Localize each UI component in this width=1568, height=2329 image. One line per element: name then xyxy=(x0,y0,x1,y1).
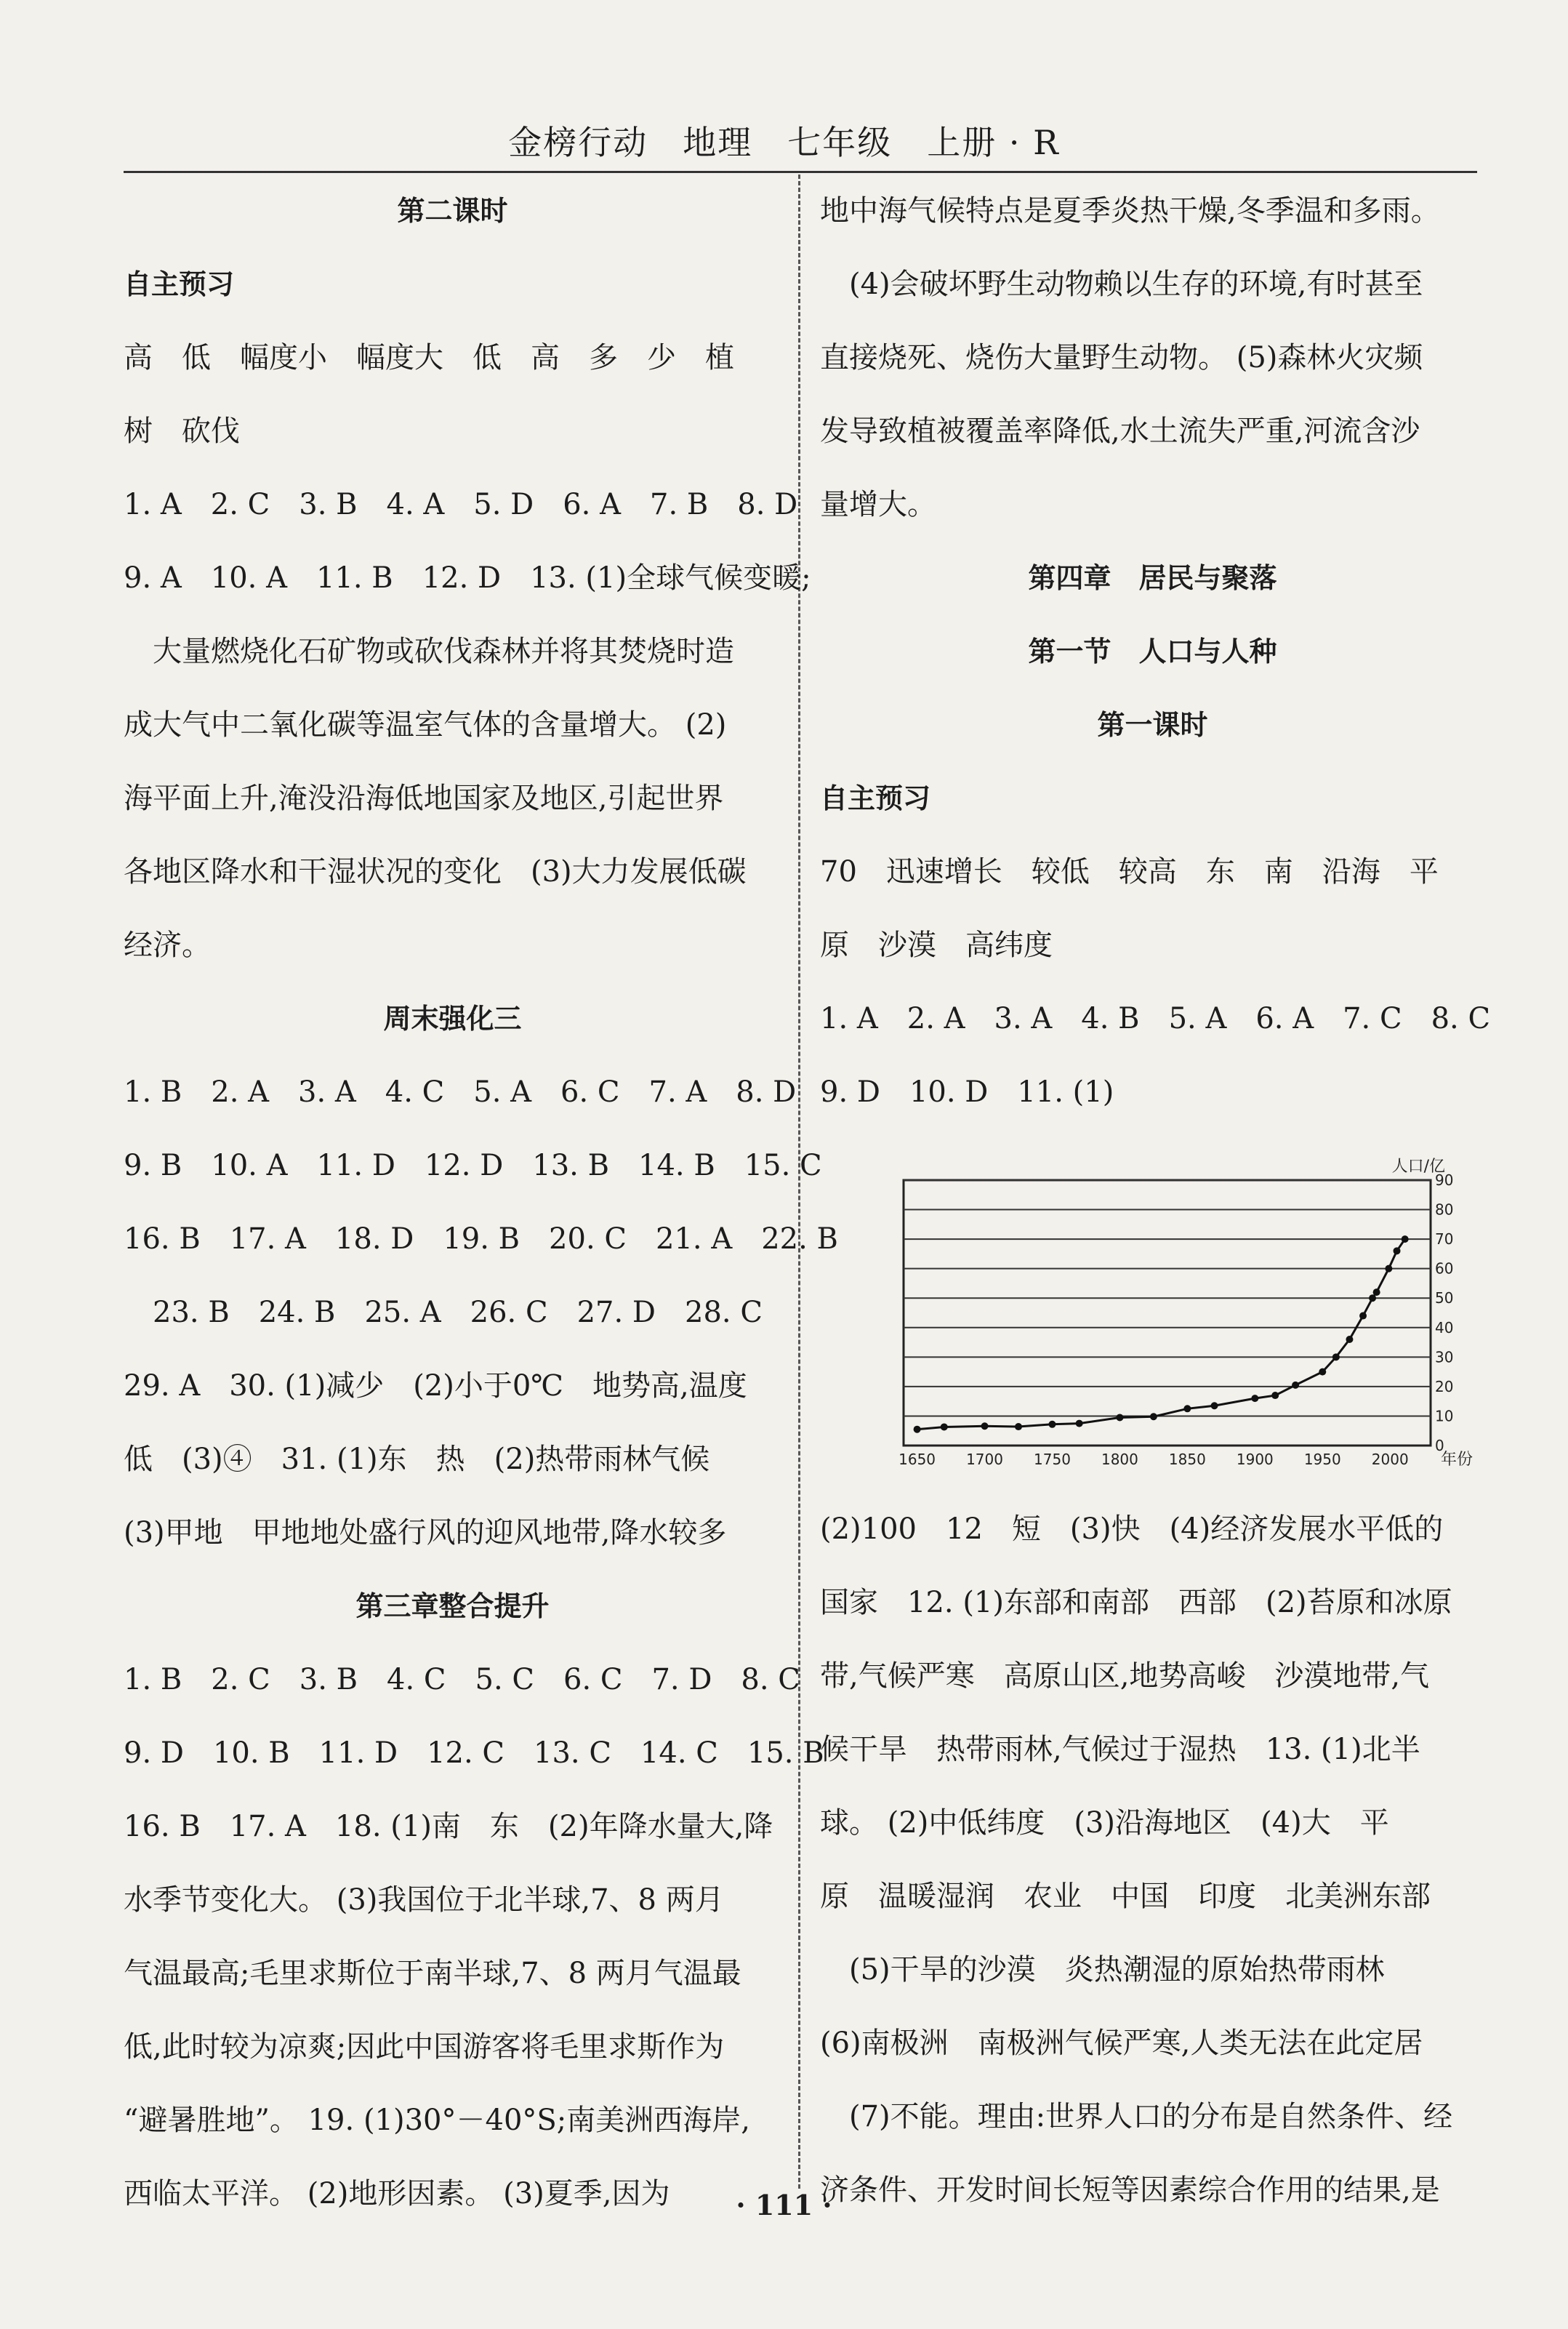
y-tick-label: 10 xyxy=(1435,1407,1454,1425)
y-tick-label: 50 xyxy=(1435,1289,1454,1307)
y-tick-label: 70 xyxy=(1435,1230,1454,1248)
text-line: 原 温暖湿润 农业 中国 印度 北美洲东部 xyxy=(820,1880,1431,1913)
running-header: 金榜行动 地理 七年级 上册 · R xyxy=(508,123,1060,162)
text-line: 1. B 2. C 3. B 4. C 5. C 6. C 7. D 8. C xyxy=(124,1663,800,1696)
text-line: 带,气候严寒 高原山区,地势高峻 沙漠地带,气 xyxy=(820,1659,1430,1693)
text-line: 树 砍伐 xyxy=(124,414,240,448)
text-line: 原 沙漠 高纬度 xyxy=(820,929,1053,962)
data-point xyxy=(1373,1288,1380,1296)
data-point xyxy=(941,1423,948,1430)
text-line: 成大气中二氧化碳等温室气体的含量增大。 (2) xyxy=(124,708,727,742)
y-tick-label: 20 xyxy=(1435,1377,1454,1395)
data-point xyxy=(1076,1420,1083,1427)
text-line: 第三章整合提升 xyxy=(355,1590,550,1622)
right-column-upper xyxy=(820,175,1491,1129)
text-line: (3)甲地 甲地地处盛行风的迎风地带,降水较多 xyxy=(124,1516,727,1550)
text-line: 自主预习 xyxy=(124,268,235,300)
text-line: 1. A 2. C 3. B 4. A 5. D 6. A 7. B 8. D xyxy=(124,488,798,521)
text-line: 低,此时较为凉爽;因此中国游客将毛里求斯作为 xyxy=(124,2030,725,2064)
population-chart xyxy=(820,1129,1485,1493)
text-line: 9. D 10. D 11. (1) xyxy=(820,1075,1114,1109)
text-line: 第二课时 xyxy=(397,195,508,227)
x-tick-label: 1850 xyxy=(1168,1451,1206,1468)
text-line: 经济。 xyxy=(124,929,211,962)
data-point xyxy=(1183,1405,1191,1412)
text-line: 第一课时 xyxy=(1097,709,1208,741)
text-line: 自主预习 xyxy=(820,782,931,814)
right-column-lower xyxy=(820,1493,1485,2227)
population-line xyxy=(917,1239,1405,1430)
data-point xyxy=(1150,1413,1157,1420)
text-line: (4)会破坏野生动物赖以生存的环境,有时甚至 xyxy=(820,268,1423,301)
text-line: (6)南极洲 南极洲气候严寒,人类无法在此定居 xyxy=(820,2027,1423,2060)
data-point xyxy=(1292,1382,1299,1389)
data-point xyxy=(914,1426,921,1433)
data-point xyxy=(1048,1421,1056,1428)
population-chart-svg xyxy=(864,1144,1473,1478)
data-point xyxy=(1116,1414,1123,1421)
y-tick-label: 90 xyxy=(1435,1171,1454,1189)
data-point xyxy=(1271,1392,1279,1399)
x-tick-label: 1900 xyxy=(1236,1451,1274,1468)
y-tick-label: 30 xyxy=(1435,1348,1454,1366)
data-point xyxy=(1359,1312,1367,1320)
text-line: 第一节 人口与人种 xyxy=(1028,636,1277,668)
y-tick-label: 0 xyxy=(1435,1437,1444,1454)
x-tick-label: 1800 xyxy=(1101,1451,1138,1468)
header-rule xyxy=(124,171,1477,173)
text-line: 1. B 2. A 3. A 4. C 5. A 6. C 7. A 8. D xyxy=(124,1075,797,1109)
text-line: (5)干旱的沙漠 炎热潮湿的原始热带雨林 xyxy=(820,1953,1385,1987)
text-line: 水季节变化大。 (3)我国位于北半球,7、8 两月 xyxy=(124,1883,724,1917)
text-line: 低 (3)④ 31. (1)东 热 (2)热带雨林气候 xyxy=(124,1443,710,1476)
text-line: 1. A 2. A 3. A 4. B 5. A 6. A 7. C 8. C xyxy=(820,1002,1491,1035)
x-axis-label: 年份 xyxy=(1441,1451,1473,1469)
text-line: 29. A 30. (1)减少 (2)小于0℃ 地势高,温度 xyxy=(124,1369,747,1403)
text-line: 各地区降水和干湿状况的变化 (3)大力发展低碳 xyxy=(124,855,747,889)
text-line: 9. D 10. B 11. D 12. C 13. C 14. C 15. B xyxy=(124,1736,824,1770)
data-point xyxy=(1319,1368,1326,1376)
text-line: 海平面上升,淹没沿海低地国家及地区,引起世界 xyxy=(124,782,724,815)
text-line: 国家 12. (1)东部和南部 西部 (2)苔原和冰原 xyxy=(820,1586,1452,1619)
x-tick-label: 1650 xyxy=(898,1451,936,1468)
x-tick-label: 2000 xyxy=(1371,1451,1409,1468)
y-tick-label: 40 xyxy=(1435,1318,1454,1336)
page-number: · 111 · xyxy=(736,2189,832,2221)
text-line: 16. B 17. A 18. (1)南 东 (2)年降水量大,降 xyxy=(124,1810,773,1843)
text-line: 地中海气候特点是夏季炎热干燥,冬季温和多雨。 xyxy=(820,194,1440,228)
data-point xyxy=(1251,1395,1258,1402)
x-tick-label: 1750 xyxy=(1034,1451,1071,1468)
data-point xyxy=(1015,1423,1022,1430)
y-tick-label: 80 xyxy=(1435,1200,1454,1219)
text-line: (2)100 12 短 (3)快 (4)经济发展水平低的 xyxy=(820,1512,1444,1546)
text-line: 大量燃烧化石矿物或砍伐森林并将其焚烧时造 xyxy=(124,635,734,668)
data-point xyxy=(981,1422,989,1430)
data-point xyxy=(1346,1336,1353,1343)
text-line: 发导致植被覆盖率降低,水土流失严重,河流含沙 xyxy=(820,414,1420,448)
data-point xyxy=(1369,1294,1376,1302)
text-line: 候干旱 热带雨林,气候过于湿热 13. (1)北半 xyxy=(820,1733,1420,1766)
y-axis-label: 人口/亿 xyxy=(1391,1158,1445,1176)
data-point xyxy=(1332,1353,1340,1360)
x-tick-label: 1950 xyxy=(1303,1451,1341,1468)
text-line: 9. B 10. A 11. D 12. D 13. B 14. B 15. C xyxy=(124,1149,822,1182)
chart-frame xyxy=(904,1180,1431,1446)
data-point xyxy=(1211,1402,1218,1409)
right-column xyxy=(820,175,1491,2227)
y-tick-label: 60 xyxy=(1435,1259,1454,1278)
data-point xyxy=(1394,1247,1401,1254)
text-line: 球。 (2)中低纬度 (3)沿海地区 (4)大 平 xyxy=(820,1806,1389,1840)
text-line: 量增大。 xyxy=(820,488,936,521)
x-tick-label: 1700 xyxy=(966,1451,1003,1468)
text-line: 西临太平洋。 (2)地形因素。 (3)夏季,因为 xyxy=(124,2177,670,2210)
text-line: 济条件、开发时间长短等因素综合作用的结果,是 xyxy=(820,2173,1440,2207)
text-line: 16. B 17. A 18. D 19. B 20. C 21. A 22. B xyxy=(124,1222,838,1256)
text-line: (7)不能。理由:世界人口的分布是自然条件、经 xyxy=(820,2100,1453,2133)
data-point xyxy=(1402,1235,1409,1243)
text-line: 23. B 24. B 25. A 26. C 27. D 28. C xyxy=(124,1296,763,1329)
text-line: 高 低 幅度小 幅度大 低 高 多 少 植 xyxy=(124,341,734,374)
text-line: 气温最高;毛里求斯位于南半球,7、8 两月气温最 xyxy=(124,1957,741,1990)
text-line: 9. A 10. A 11. B 12. D 13. (1)全球气候变暖; xyxy=(124,561,811,595)
text-line: “避暑胜地”。 19. (1)30°－40°S;南美洲西海岸, xyxy=(124,2104,750,2137)
text-line: 周末强化三 xyxy=(383,1003,522,1035)
data-point xyxy=(1385,1265,1392,1272)
text-line: 第四章 居民与聚落 xyxy=(1028,562,1277,594)
text-line: 70 迅速增长 较低 较高 东 南 沿海 平 xyxy=(820,855,1439,889)
text-line: 直接烧死、烧伤大量野生动物。 (5)森林火灾频 xyxy=(820,341,1423,374)
